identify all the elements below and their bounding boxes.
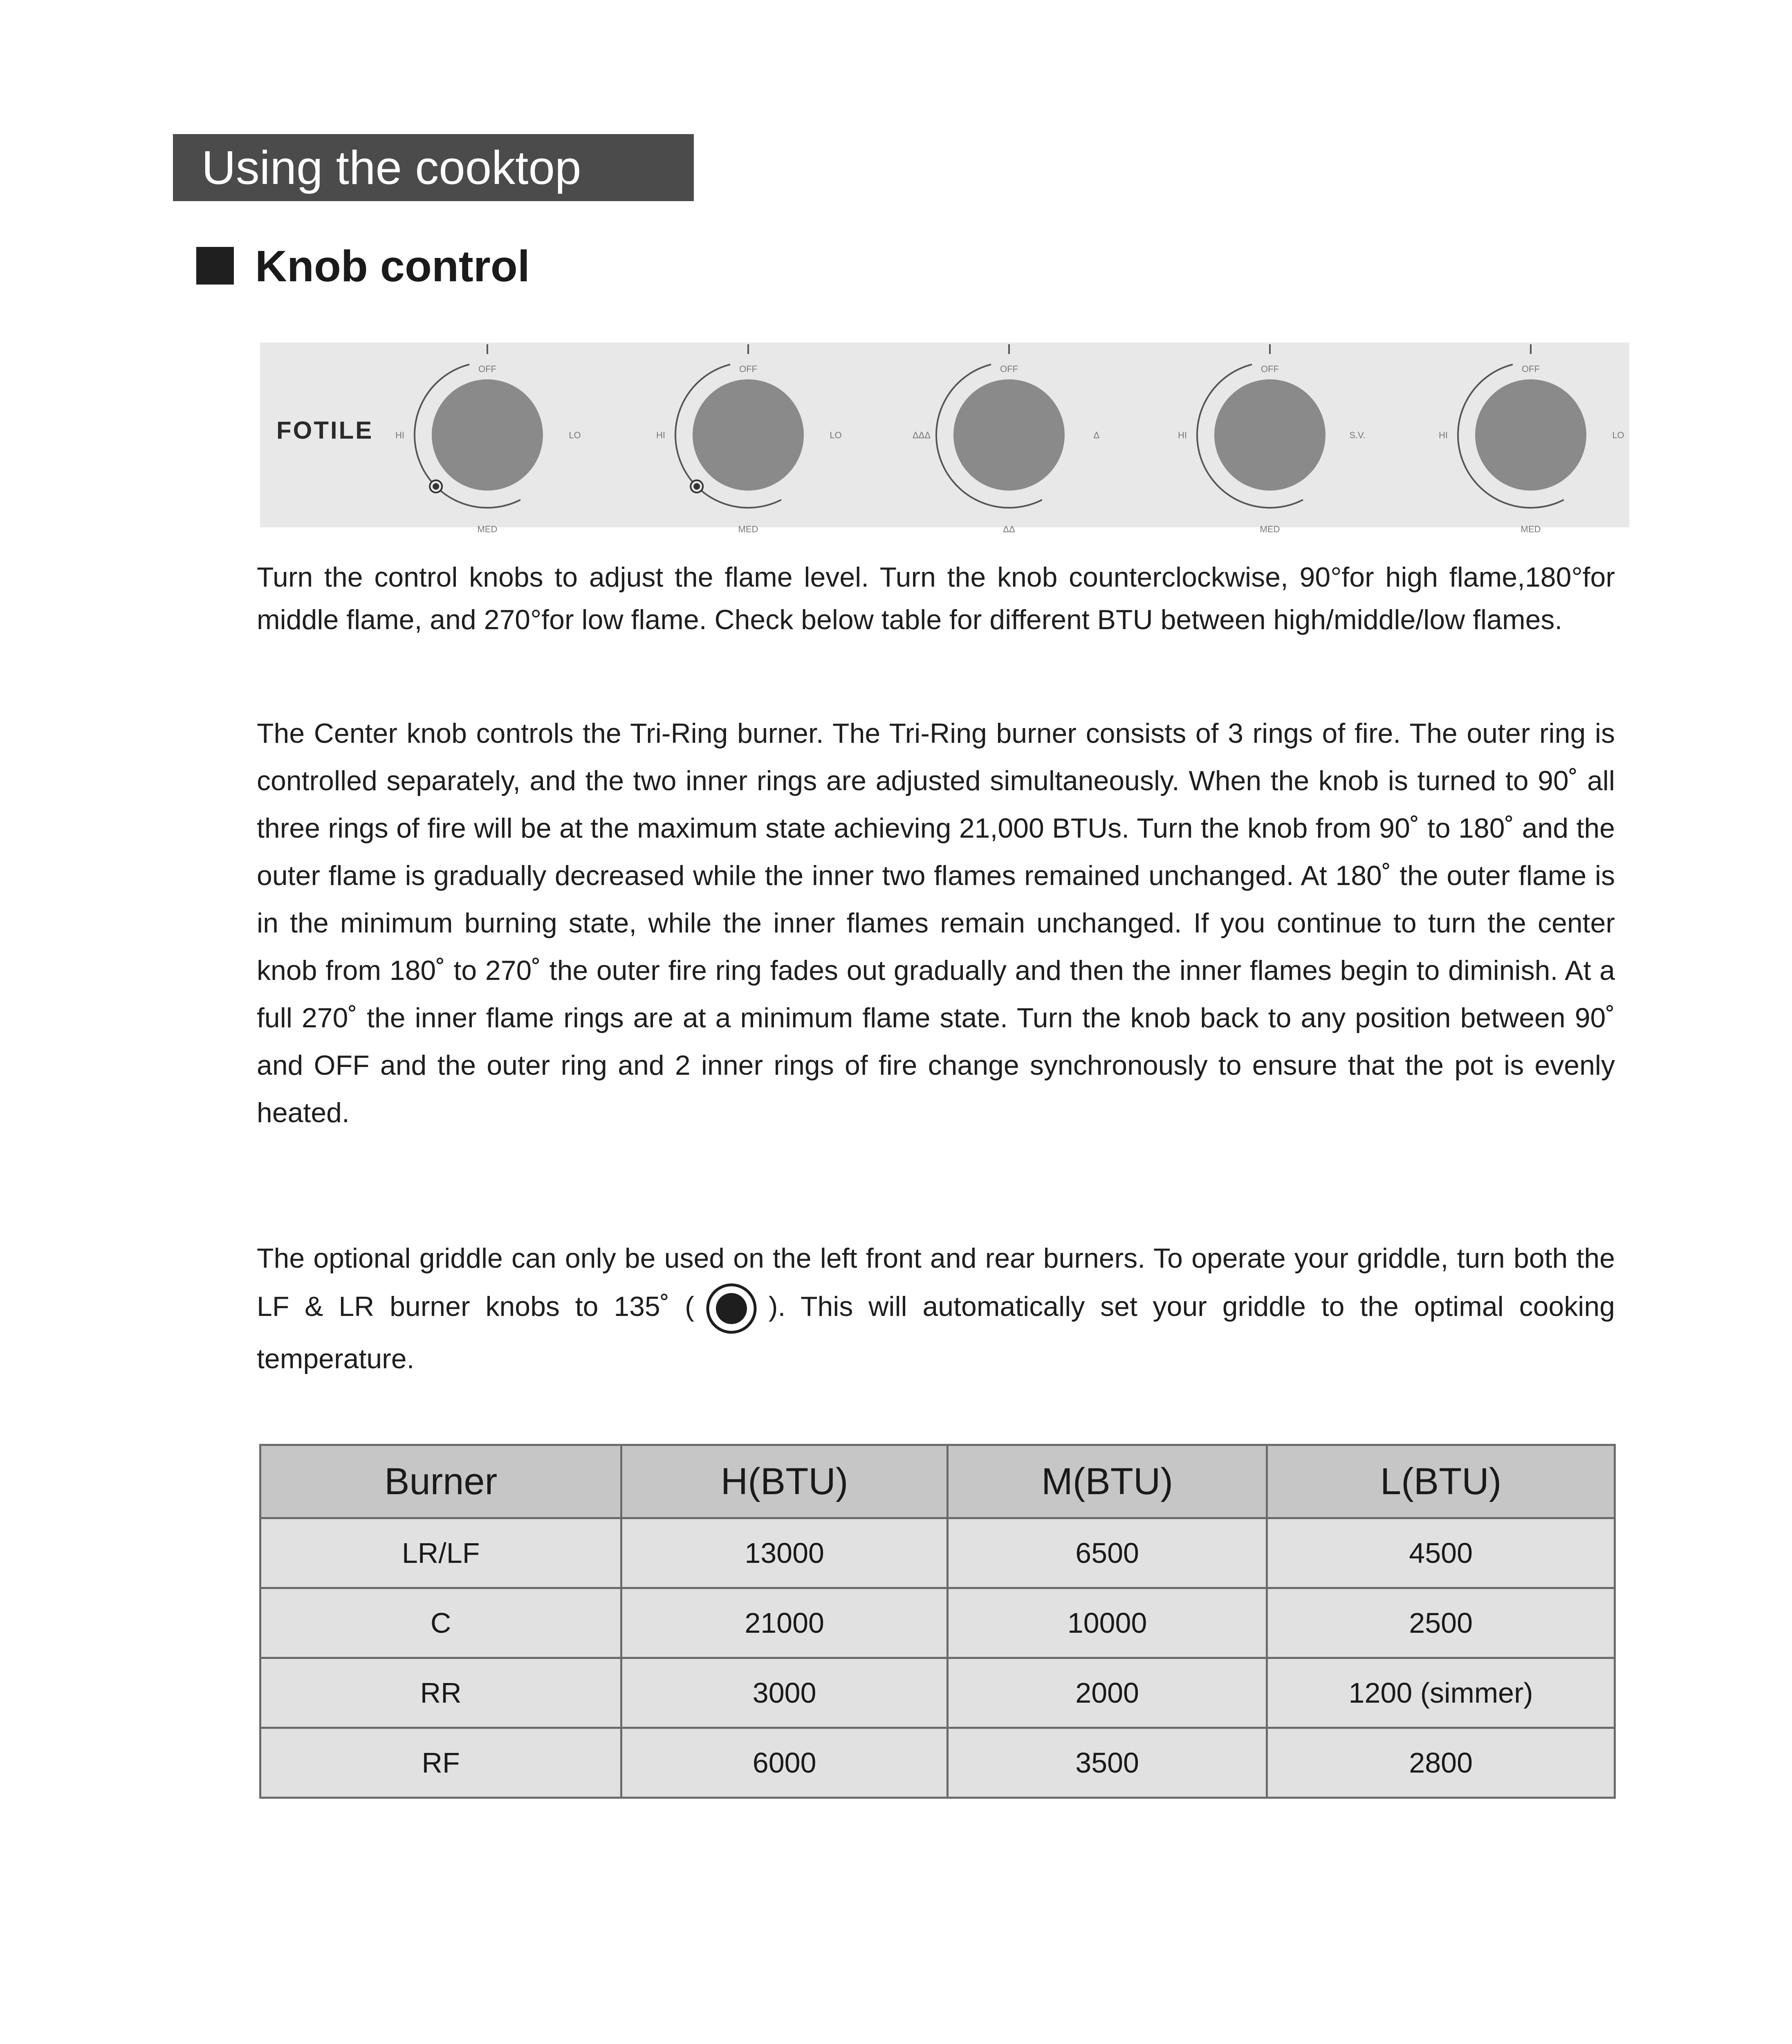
cell-burner: C [260,1588,621,1658]
knob-label-off: OFF [1000,364,1018,374]
paragraph-griddle [257,1235,1615,1383]
knob-body [1214,379,1325,491]
knob-label-left: ΔΔΔ [912,430,931,440]
knob-position-icon [705,1282,758,1335]
knob-label-left: HI [1439,430,1448,440]
knob [911,343,1107,534]
knob-label-off: OFF [1261,364,1279,374]
knob [1433,343,1629,534]
cell-low: 4500 [1267,1518,1615,1588]
cell-low: 1200 (simmer) [1267,1658,1615,1728]
header-burner: Burner [260,1445,621,1518]
knob [389,343,585,534]
cell-low: 2800 [1267,1728,1615,1798]
knob-label-bottom: ΔΔ [1003,524,1015,534]
btu-table [259,1444,1616,1799]
cell-low: 2500 [1267,1588,1615,1658]
cell-high: 13000 [621,1518,948,1588]
knob-label-off: OFF [478,364,496,374]
cell-medium: 3500 [947,1728,1267,1798]
paragraph-knob-usage: Turn the control knobs to adjust the flame level. Turn the knob counterclockwise, 90°for high flame,180°for middle flame, and 270°for low flame. Check below table for different BTU between high/middle/low flames. [257,562,1615,635]
knob-label-off: OFF [1522,364,1540,374]
subheading-text: Knob control [255,241,530,291]
knob-body [432,379,543,491]
section-title: Using the cooktop [173,134,694,201]
knob-label-right: LO [830,430,842,440]
cell-medium: 6500 [947,1518,1267,1588]
header-low: L(BTU) [1267,1445,1615,1518]
table-row [260,1588,1615,1658]
paragraph-tri-ring: The Center knob controls the Tri-Ring burner. The Tri-Ring burner consists of 3 rings of fire. The outer ring is controlled separately, and the two inner rings are adjusted simultaneously. When the knob is turned to 90˚ all three rings of fire will be at the maximum state achieving 21,000 BTUs. Turn the knob from 90˚ to 180˚ and the outer flame is gradually decreased while the inner two flames remained unchanged. At 180˚ the outer flame is in the minimum burning state, while the inner flames remain unchanged. If you continue to turn the center knob from 180˚ to 270˚ the outer fire ring fades out gradually and then the inner flames begin to diminish. At a full 270˚ the inner flame rings are at a minimum flame state. Turn the knob back to any position between 90˚ and OFF and the outer ring and 2 inner rings of fire change synchronously to ensure that the pot is evenly heated. [257,718,1615,1128]
table-header-row [260,1445,1615,1518]
subheading [196,237,530,294]
control-panel-illustration [260,343,1629,534]
knob-label-off: OFF [739,364,757,374]
cell-medium: 10000 [947,1588,1267,1658]
table-row [260,1658,1615,1728]
knob-label-bottom: MED [738,524,758,534]
knob-label-bottom: MED [1260,524,1280,534]
knob [1172,343,1368,534]
table-row [260,1518,1615,1588]
cell-burner: RR [260,1658,621,1728]
knob-body [693,379,804,491]
knob-label-left: HI [656,430,665,440]
knob-body [1475,379,1586,491]
cell-high: 3000 [621,1658,948,1728]
knob-label-bottom: MED [477,524,498,534]
header-medium: M(BTU) [947,1445,1267,1518]
griddle-text-after: ). This will automatically set your griddle to the optimal cooking temperature. [257,1291,1615,1374]
knob-label-right: Δ [1093,430,1100,440]
knob-label-left: HI [395,430,404,440]
knob-body [953,379,1065,491]
cell-burner: RF [260,1728,621,1798]
cell-burner: LR/LF [260,1518,621,1588]
header-high: H(BTU) [621,1445,948,1518]
griddle-text-before: The optional griddle can only be used on the left front and rear burners. To operate your griddle, turn both the LF & LR burner knobs to 135˚ ( [257,1243,1615,1322]
knob [650,343,846,534]
cell-high: 6000 [621,1728,948,1798]
knob-label-right: S.V. [1349,430,1366,440]
cell-high: 21000 [621,1588,948,1658]
knob-label-bottom: MED [1521,524,1541,534]
knob-label-right: LO [569,430,581,440]
square-bullet-icon [196,247,234,285]
knob-label-right: LO [1612,430,1624,440]
brand-logo: FOTILE [276,417,374,444]
table-row [260,1728,1615,1798]
cell-medium: 2000 [947,1658,1267,1728]
knob-label-left: HI [1178,430,1187,440]
